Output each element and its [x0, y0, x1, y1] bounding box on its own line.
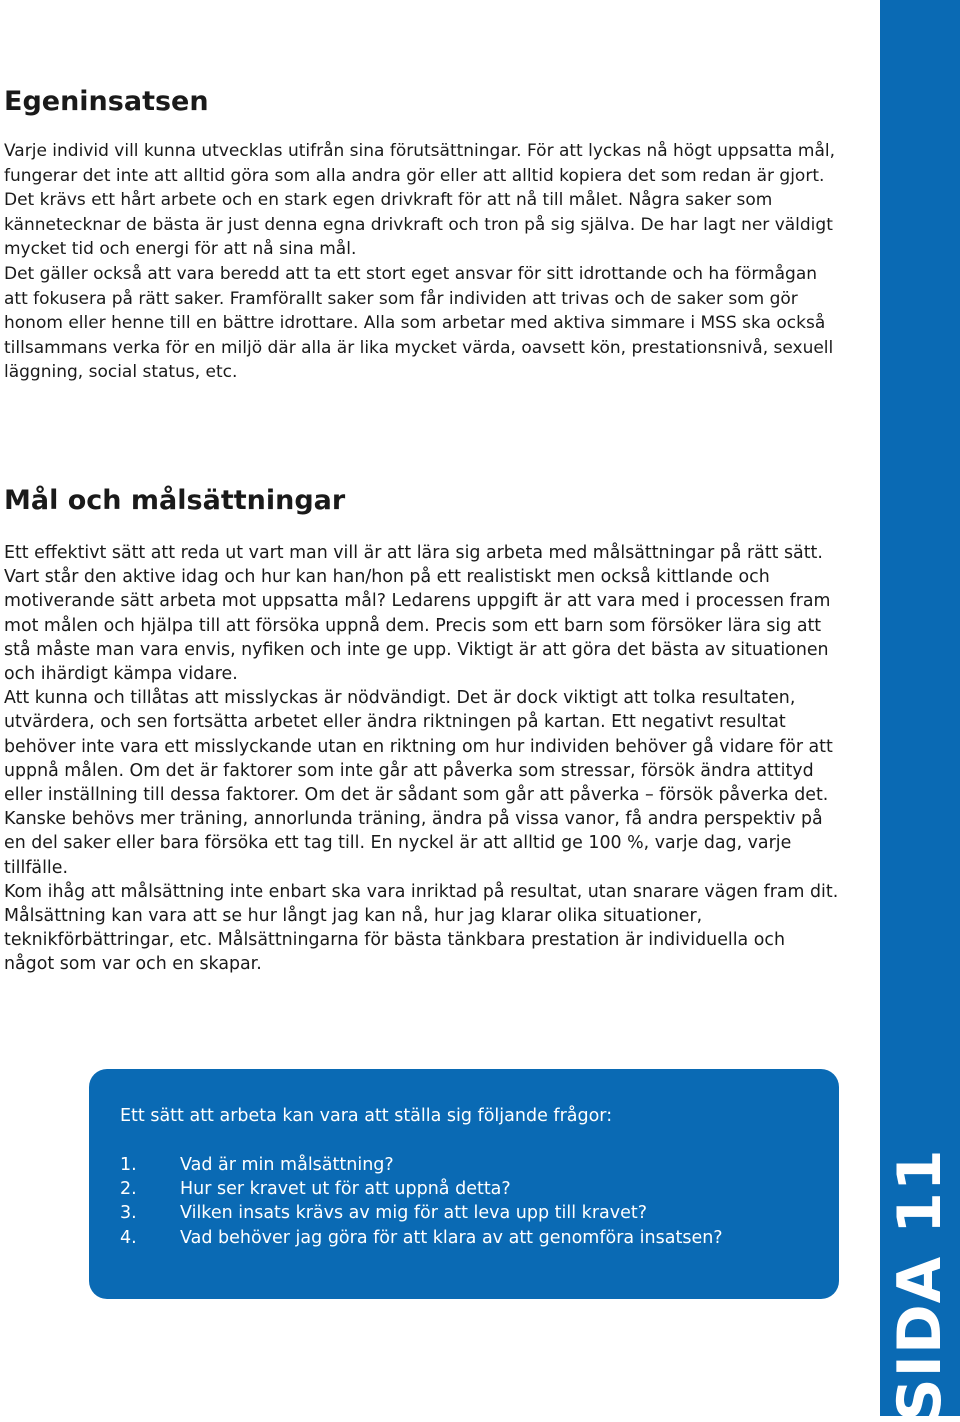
question-item: [120, 1203, 723, 1227]
question-number: 2.: [120, 1179, 137, 1200]
question-number: 1.: [120, 1155, 137, 1175]
page-number-label: SIDA 11: [885, 1148, 955, 1422]
section-body-egeninsatsen: [4, 139, 840, 385]
section-title-mal: Mål och målsättningar: [4, 485, 346, 516]
paragraph: Ett effektivt sätt att reda ut vart man vill är att lära sig arbeta med målsättningar på rätt sätt. Vart står den aktive idag och hur kan han/hon på ett realistiskt men också kittlande och motiverande sätt arbeta mot uppsatta mål? Ledarens uppgift är att vara med i processen fram mot målen och hjälpa till att försöka uppnå dem. Precis som ett barn som försöker lära sig att stå måste man vara envis, nyfiken och inte ge upp. Viktigt är att göra det bästa av situationen och ihärdigt kämpa vidare.: [4, 543, 831, 685]
section-body-mal: [4, 541, 840, 977]
paragraph: Det gäller också att vara beredd att ta ett stort eget ansvar för sitt idrottande och ha förmågan att fokusera på rätt saker. Framförallt saker som får individen att trivas och de saker som gör honom eller henne till en bättre idrottare. Alla som arbetar med aktiva simmare i MSS ska också tillsammans verka för en miljö där alla är lika mycket värda, oavsett kön, prestationsnivå, sexuell läggning, social status, etc.: [4, 263, 834, 383]
question-item: [120, 1155, 723, 1179]
paragraph: Att kunna och tillåtas att misslyckas är nödvändigt. Det är dock viktigt att tolka resultaten, utvärdera, och sen fortsätta arbetet eller ändra riktningen på kartan. Ett negativt resultat behöver inte vara ett misslyckande utan en riktning om hur individen behöver gå vidare för att uppnå målen. Om det är faktorer som inte går att påverka som stressar, försök ändra attityd eller inställning till dessa faktorer. Om det är sådant som går att påverka – försök påverka det. Kanske behövs mer träning, annorlunda träning, ändra på vissa vanor, få andra perspektiv på en del saker eller bara försöka ett tag till. En nyckel är att alltid ge 100 %, varje dag, varje tillfälle.: [4, 688, 833, 878]
question-item: [120, 1179, 723, 1203]
question-item: [120, 1228, 723, 1252]
question-text: Vilken insats krävs av mig för att leva upp till kravet?: [180, 1203, 648, 1224]
question-text: Vad är min målsättning?: [180, 1155, 394, 1175]
question-text: Hur ser kravet ut för att uppnå detta?: [180, 1179, 511, 1200]
section-title-egeninsatsen: Egeninsatsen: [4, 86, 209, 117]
paragraph: Varje individ vill kunna utvecklas utifrån sina förutsättningar. För att lyckas nå högt uppsatta mål, fungerar det inte att alltid göra som alla andra gör eller att alltid kopiera det som redan är gjort. Det krävs ett hårt arbete och en stark egen drivkraft för att nå till målet. Några saker som kännetecknar de bästa är just denna egna drivkraft och tron på sig själva. De har lagt ner väldigt mycket tid och energi för att nå sina mål.: [4, 141, 835, 260]
question-number: 4.: [120, 1227, 137, 1248]
question-list: [120, 1155, 723, 1252]
paragraph: Kom ihåg att målsättning inte enbart ska vara inriktad på resultat, utan snarare vägen fram dit. Målsättning kan vara att se hur långt jag kan nå, hur jag klarar olika situationer, teknikförbättringar, etc. Målsättningarna för bästa tänkbara prestation är individuella och något som var och en skapar.: [4, 881, 839, 975]
question-box-intro: Ett sätt att arbeta kan vara att ställa sig följande frågor:: [120, 1106, 613, 1126]
question-box: [89, 1069, 839, 1299]
question-text: Vad behöver jag göra för att klara av att genomföra insatsen?: [180, 1227, 723, 1248]
question-number: 3.: [120, 1203, 137, 1224]
